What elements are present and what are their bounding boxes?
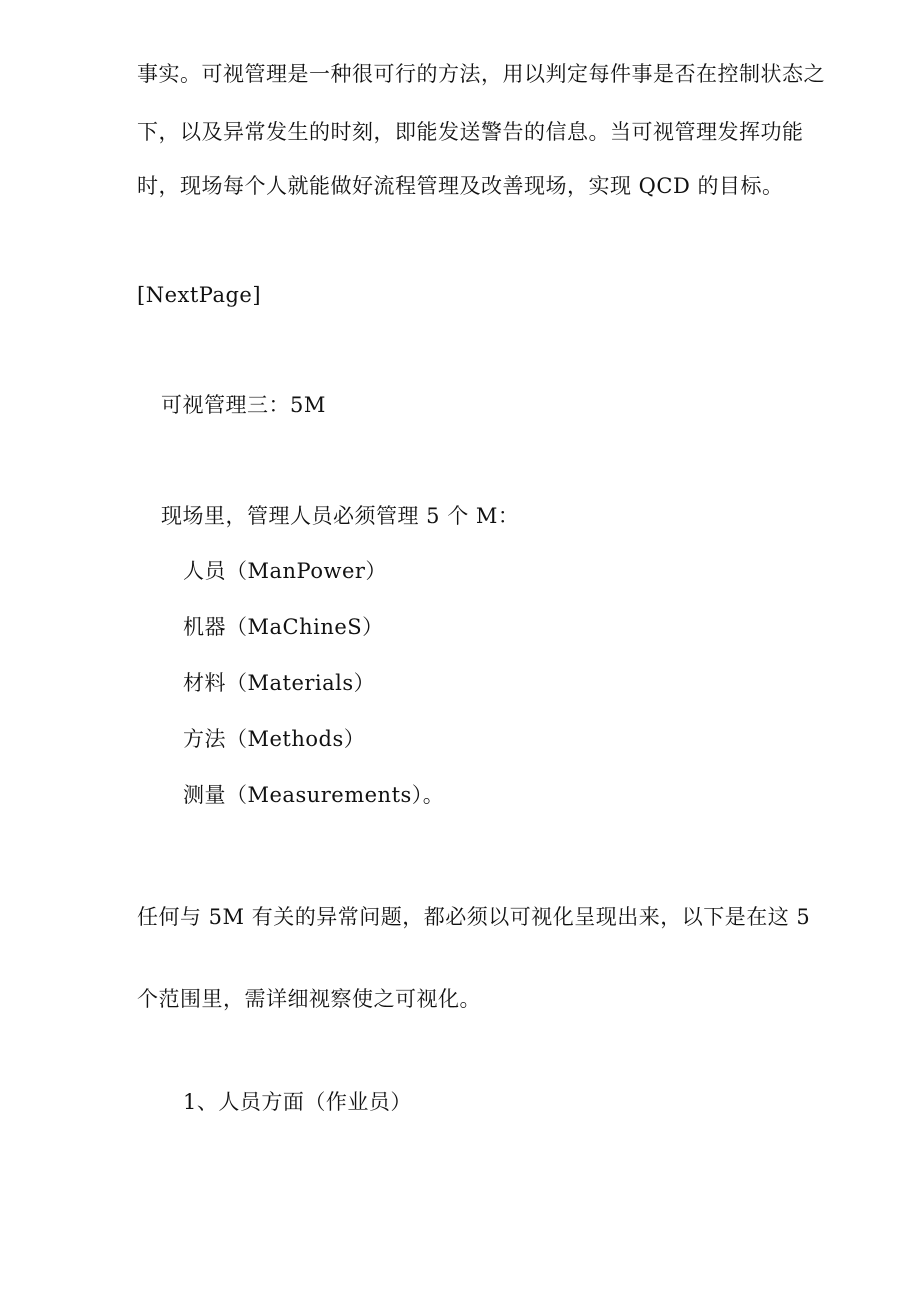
paragraph-line: 下，以及异常发生的时刻，即能发送警告的信息。当可视管理发挥功能 xyxy=(137,120,804,144)
paragraph-line: 个范围里，需详细视察使之可视化。 xyxy=(137,987,481,1011)
page-break-marker: [NextPage] xyxy=(137,283,262,307)
subheading: 1、人员方面（作业员） xyxy=(183,1090,412,1114)
list-item: 测量（Measurements）。 xyxy=(183,783,445,807)
list-item: 人员（ManPower） xyxy=(183,559,387,583)
paragraph-line: 任何与 5M 有关的异常问题，都必须以可视化呈现出来，以下是在这 5 xyxy=(137,905,811,929)
section-heading: 可视管理三：5M xyxy=(161,393,326,417)
paragraph-line: 事实。可视管理是一种很可行的方法，用以判定每件事是否在控制状态之 xyxy=(137,62,825,86)
list-item: 方法（Methods） xyxy=(183,727,366,751)
paragraph-line: 时，现场每个人就能做好流程管理及改善现场，实现 QCD 的目标。 xyxy=(137,174,784,198)
list-item: 机器（MaChineS） xyxy=(183,615,384,639)
list-item: 材料（Materials） xyxy=(183,671,376,695)
intro-text: 现场里，管理人员必须管理 5 个 M： xyxy=(161,504,520,528)
